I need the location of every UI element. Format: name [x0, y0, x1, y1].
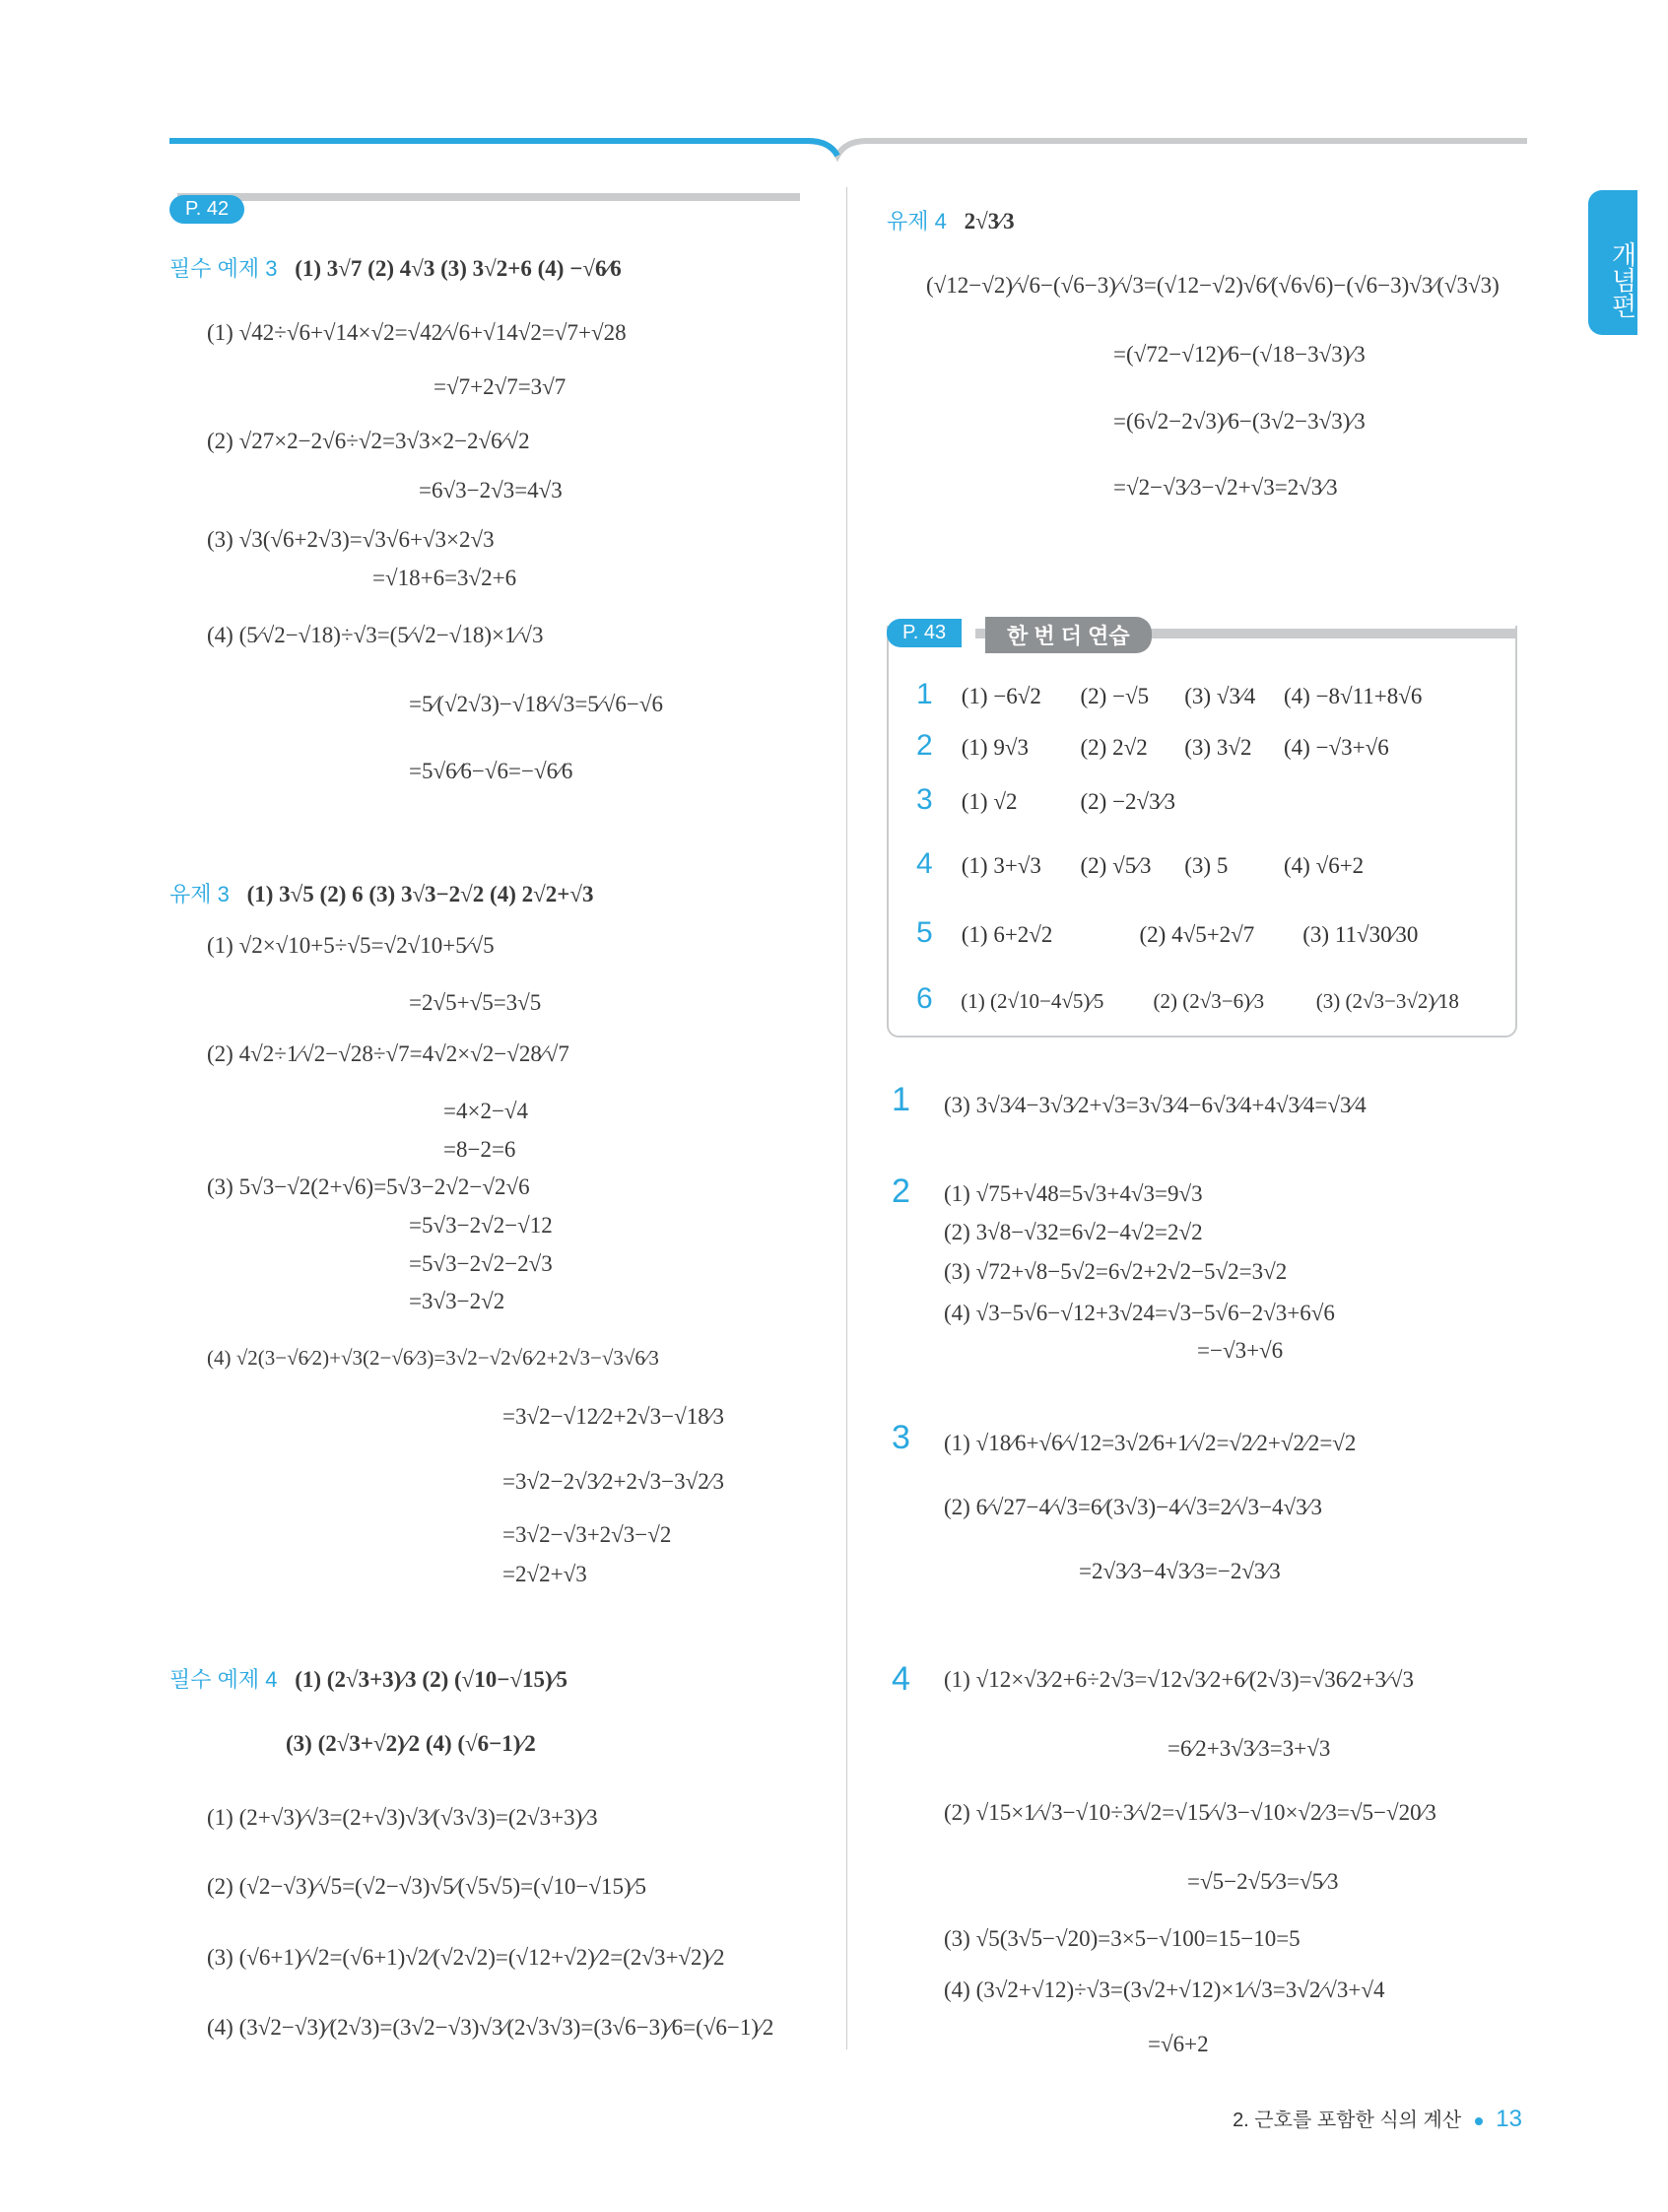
- practice-item: (3) √3⁄4: [1184, 684, 1256, 708]
- ex4-line-1: (2) (√2−√3)⁄√5=(√2−√3)√5⁄(√5√5)=(√10−√15)⁄5: [207, 1874, 646, 1899]
- ex3-line-2: (2) √27×2−2√6÷√2=3√3×2−2√6⁄√2: [207, 429, 530, 453]
- yu4-line-3: =√2−√3⁄3−√2+√3=2√3⁄3: [1113, 475, 1338, 500]
- column-divider: [846, 187, 847, 2049]
- sol3-line-0: (1) √18⁄6+√6⁄√12=3√2⁄6+1⁄√2=√2⁄2+√2⁄2=√2: [944, 1431, 1357, 1455]
- practice-title-tab: [985, 617, 1152, 653]
- sol3-line-2: =2√3⁄3−4√3⁄3=−2√3⁄3: [1079, 1559, 1281, 1583]
- practice-num: 3: [916, 783, 933, 816]
- yu3-line-12: =3√2−√3+2√3−√2: [502, 1522, 672, 1547]
- ex4-answers-a: (1) (2√3+3)⁄3 (2) (√10−√15)⁄5: [295, 1667, 568, 1692]
- practice-item: (1) √2: [961, 789, 1018, 814]
- practice-item: (1) −6√2: [961, 684, 1041, 708]
- sol4-line-2: (2) √15×1⁄√3−√10÷3⁄√2=√15⁄√3−√10×√2⁄3=√5−√20⁄3: [944, 1800, 1436, 1825]
- ex3-line-1: =√7+2√7=3√7: [434, 374, 567, 399]
- ex3-header: [169, 254, 622, 284]
- ex3-line-3: =6√3−2√3=4√3: [419, 478, 563, 503]
- sol4-line-4: (3) √5(3√5−√20)=3×5−√100=15−10=5: [944, 1926, 1301, 1951]
- sol2-line-0: (1) √75+√48=5√3+4√3=9√3: [944, 1181, 1203, 1206]
- practice-item: (2) 2√2: [1080, 735, 1148, 760]
- yu3-line-11: =3√2−2√3⁄2+2√3−3√2⁄3: [502, 1469, 725, 1494]
- practice-item: (1) (2√10−4√5)⁄5: [961, 989, 1104, 1013]
- practice-row-5: [916, 916, 1418, 950]
- yu4-line-1: =(√72−√12)⁄6−(√18−3√3)⁄3: [1113, 342, 1366, 367]
- practice-item: (2) 4√5+2√7: [1139, 922, 1255, 947]
- yu3-line-6: =5√3−2√2−√12: [409, 1213, 553, 1238]
- sol4-line-3: =√5−2√5⁄3=√5⁄3: [1187, 1869, 1339, 1894]
- practice-row-1: [916, 678, 1422, 711]
- practice-item: (1) 3+√3: [961, 853, 1041, 878]
- sol4-line-0: (1) √12×√3⁄2+6÷2√3=√12√3⁄2+6⁄(2√3)=√36⁄2+3⁄√3: [944, 1667, 1415, 1692]
- practice-item: (3) (2√3−3√2)⁄18: [1315, 989, 1459, 1013]
- sol1-number: 1: [892, 1081, 910, 1118]
- practice-title: 한 번 더 연습: [1007, 624, 1130, 648]
- ex3-line-4: (3) √3(√6+2√3)=√3√6+√3×2√3: [207, 527, 495, 552]
- yu3-line-9: (4) √2(3−√6⁄2)+√3(2−√6⁄3)=3√2−√2√6⁄2+2√3−√3√6⁄3: [207, 1346, 659, 1370]
- yu3-line-1: =2√5+√5=3√5: [409, 990, 542, 1015]
- yu3-line-10: =3√2−√12⁄2+2√3−√18⁄3: [502, 1404, 725, 1429]
- footer: [1233, 2104, 1522, 2133]
- practice-item: (2) −√5: [1080, 684, 1150, 708]
- sol4-number: 4: [892, 1660, 910, 1698]
- sol3-number: 3: [892, 1419, 910, 1456]
- sol1-line-0: (3) 3√3⁄4−3√3⁄2+√3=3√3⁄4−6√3⁄4+4√3⁄4=√3⁄4: [944, 1093, 1367, 1117]
- yu4-label: 유제 4: [887, 209, 947, 234]
- sol2-line-1: (2) 3√8−√32=6√2−4√2=2√2: [944, 1220, 1203, 1244]
- yu4-line-0: (√12−√2)⁄√6−(√6−3)⁄√3=(√12−√2)√6⁄(√6√6)−(√6−3)√3⁄(√3√3): [926, 273, 1500, 298]
- yu4-answer: 2√3⁄3: [964, 209, 1015, 234]
- footer-chapter: 2. 근호를 포함한 식의 계산: [1233, 2110, 1462, 2131]
- sol2-number: 2: [892, 1173, 910, 1210]
- ex4-line-2: (3) (√6+1)⁄√2=(√6+1)√2⁄(√2√2)=(√12+√2)⁄2=(2√3+√2)⁄2: [207, 1945, 725, 1970]
- yu4-line-2: =(6√2−2√3)⁄6−(3√2−3√3)⁄3: [1113, 409, 1366, 434]
- p42-label: P. 42: [185, 198, 230, 220]
- practice-item: (2) −2√3⁄3: [1080, 789, 1176, 814]
- sol3-line-1: (2) 6⁄√27−4⁄√3=6⁄(3√3)−4⁄√3=2⁄√3−4√3⁄3: [944, 1495, 1323, 1519]
- practice-item: (2) (2√3−6)⁄3: [1153, 989, 1265, 1013]
- yu3-line-4: =8−2=6: [443, 1137, 516, 1162]
- sol2-line-4: =−√3+√6: [1197, 1338, 1284, 1363]
- sol4-line-5: (4) (3√2+√12)÷√3=(3√2+√12)×1⁄√3=3√2⁄√3+√4: [944, 1977, 1385, 2002]
- ex3-line-8: =5√6⁄6−√6=−√6⁄6: [409, 759, 573, 783]
- practice-item: (1) 9√3: [961, 735, 1029, 760]
- yu3-header: [169, 880, 593, 909]
- footer-dot: [1475, 2117, 1483, 2125]
- ex4-header: [169, 1665, 567, 1695]
- yu3-line-3: =4×2−√4: [443, 1099, 529, 1123]
- ex4-line-3: (4) (3√2−√3)⁄(2√3)=(3√2−√3)√3⁄(2√3√3)=(3√6−3)⁄6=(√6−1)⁄2: [207, 2015, 774, 2040]
- sol2-line-3: (4) √3−5√6−√12+3√24=√3−5√6−2√3+6√6: [944, 1301, 1335, 1325]
- practice-item: (4) −√3+√6: [1284, 735, 1389, 760]
- ex3-line-0: (1) √42÷√6+√14×√2=√42⁄√6+√14√2=√7+√28: [207, 320, 627, 345]
- ex3-line-6: (4) (5⁄√2−√18)÷√3=(5⁄√2−√18)×1⁄√3: [207, 623, 544, 647]
- practice-item: (3) 3√2: [1184, 735, 1252, 760]
- practice-item: (4) −8√11+8√6: [1284, 684, 1423, 708]
- practice-num: 4: [916, 847, 933, 880]
- ex3-answers: (1) 3√7 (2) 4√3 (3) 3√2+6 (4) −√6⁄6: [295, 256, 622, 281]
- ex4-line-0: (1) (2+√3)⁄√3=(2+√3)√3⁄(√3√3)=(2√3+3)⁄3: [207, 1805, 598, 1830]
- yu3-line-0: (1) √2×√10+5÷√5=√2√10+5⁄√5: [207, 933, 495, 958]
- sol4-line-1: =6⁄2+3√3⁄3=3+√3: [1168, 1736, 1331, 1761]
- sol4-line-6: =√6+2: [1148, 2032, 1209, 2056]
- yu3-line-13: =2√2+√3: [502, 1562, 587, 1586]
- p42-bar: [177, 193, 800, 201]
- ex4-label: 필수 예제 4: [169, 1667, 278, 1692]
- yu3-line-2: (2) 4√2÷1⁄√2−√28÷√7=4√2×√2−√28⁄√7: [207, 1041, 569, 1066]
- side-tab-label: 개념편: [1608, 241, 1637, 318]
- practice-item: (3) 5: [1184, 853, 1229, 878]
- yu3-label: 유제 3: [169, 882, 230, 906]
- practice-num: 2: [916, 729, 933, 762]
- practice-row-4: [916, 847, 1364, 881]
- practice-item: (4) √6+2: [1284, 853, 1365, 878]
- practice-item: (2) √5⁄3: [1080, 853, 1152, 878]
- practice-num: 5: [916, 916, 933, 949]
- practice-row-2: [916, 729, 1389, 763]
- header-bars: [0, 0, 1668, 197]
- yu3-line-5: (3) 5√3−√2(2+√6)=5√3−2√2−√2√6: [207, 1174, 530, 1199]
- ex3-line-5: =√18+6=3√2+6: [372, 566, 517, 590]
- side-tab: [1588, 190, 1637, 335]
- practice-item: (3) 11√30⁄30: [1302, 922, 1419, 947]
- p43-pill: [887, 619, 962, 647]
- practice-num: 1: [916, 678, 933, 710]
- ex3-label: 필수 예제 3: [169, 256, 278, 281]
- p42-pill: [169, 195, 244, 224]
- footer-page: 13: [1496, 2106, 1522, 2132]
- practice-num: 6: [916, 982, 933, 1015]
- yu4-header: [887, 207, 1015, 236]
- yu3-line-7: =5√3−2√2−2√3: [409, 1251, 553, 1276]
- yu3-answers: (1) 3√5 (2) 6 (3) 3√3−2√2 (4) 2√2+√3: [246, 882, 594, 906]
- yu3-line-8: =3√3−2√2: [409, 1289, 505, 1313]
- practice-row-3: [916, 783, 1175, 817]
- p43-label: P. 43: [902, 622, 947, 643]
- ex4-answers-b: (3) (2√3+√2)⁄2 (4) (√6−1)⁄2: [286, 1731, 536, 1756]
- sol2-line-2: (3) √72+√8−5√2=6√2+2√2−5√2=3√2: [944, 1259, 1288, 1284]
- practice-item: (1) 6+2√2: [961, 922, 1053, 947]
- ex3-line-7: =5⁄(√2√3)−√18⁄√3=5⁄√6−√6: [409, 692, 663, 716]
- practice-row-6: [916, 982, 1459, 1016]
